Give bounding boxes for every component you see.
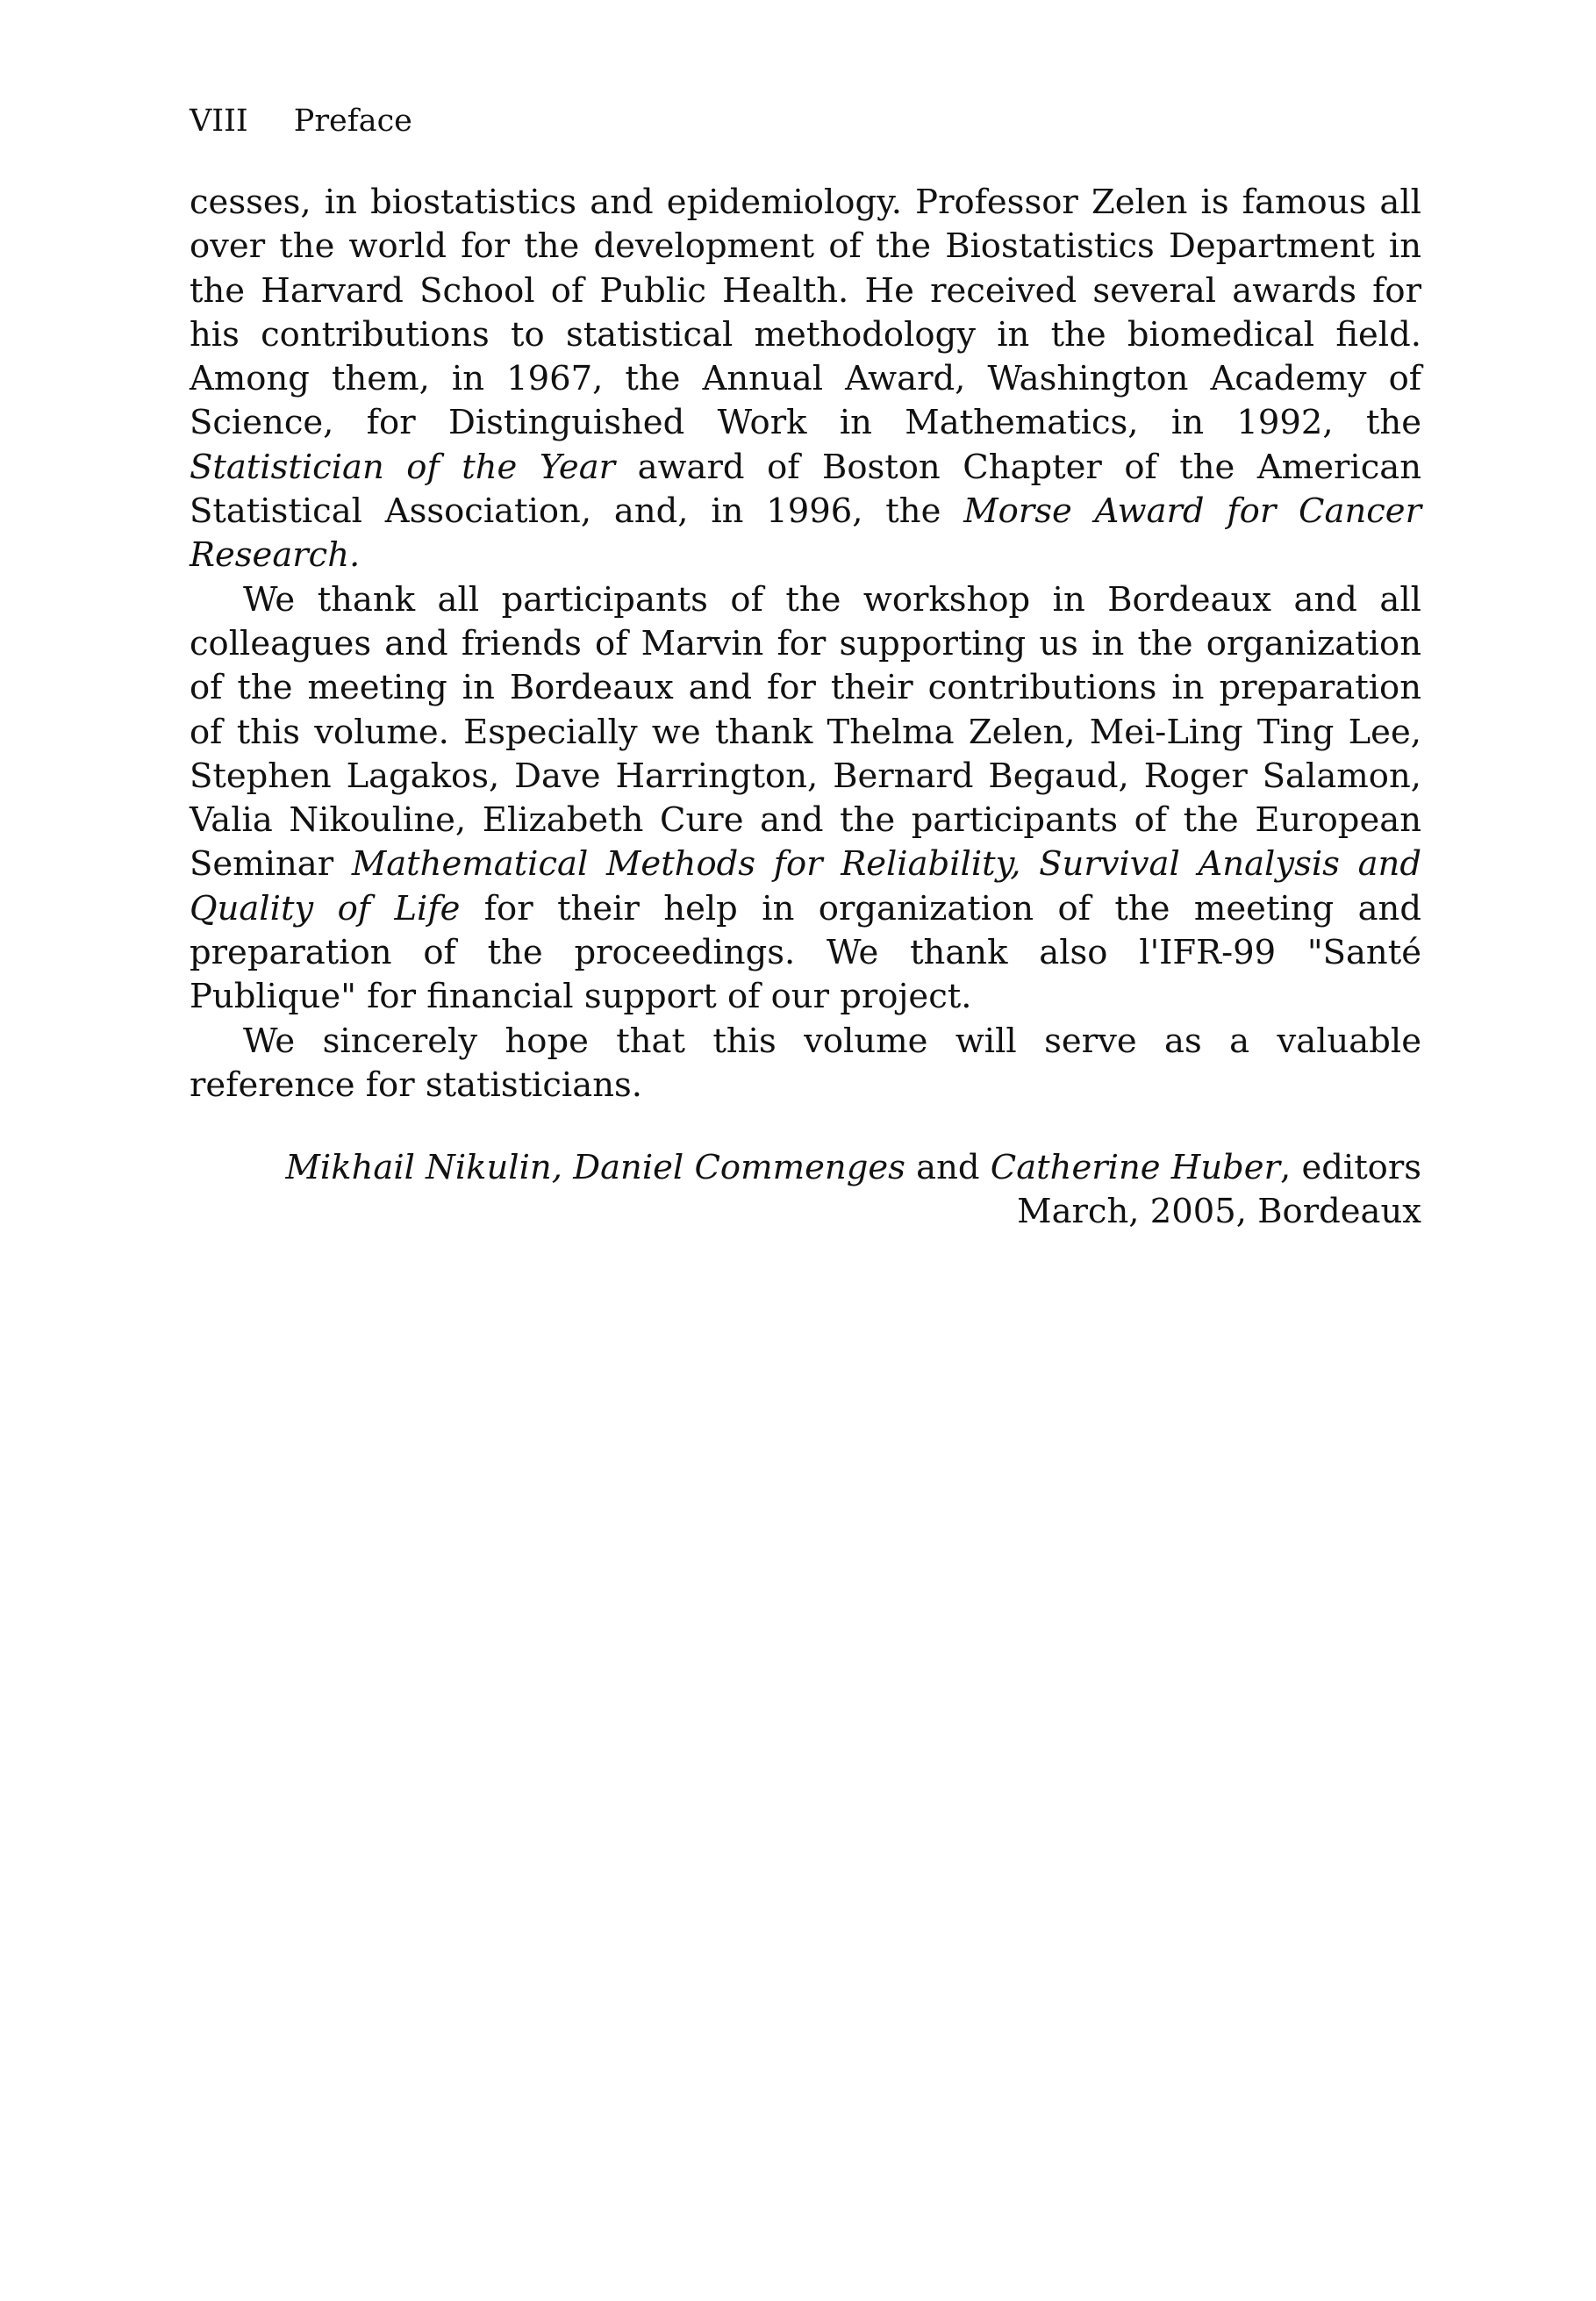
paragraph-acknowledgements — [190, 578, 1421, 1020]
page-number: VIII — [190, 104, 248, 139]
paragraph-text: for their help in organization of the meeting and preparation of the proceedings. We thank also l'IFR-99 "Santé Publique" for financial support of our project. — [190, 888, 1421, 1017]
editors-line — [190, 1146, 1421, 1190]
italic-phrase: Morse Award for Cancer Research. — [190, 491, 1421, 576]
paragraph-text: cesses, in biostatistics and epidemiology. Professor Zelen is famous all over the world for the development of the Biostatistics Department in the Harvard School of Public Health. He received several awards for his contributions to statistical methodology in the biomedical field. Among them, in 1967, the Annual Award, Washington Academy of Science, for Distinguished Work in Mathematics, in 1992, the — [190, 183, 1421, 443]
editor-name: Catherine Huber — [990, 1148, 1280, 1187]
section-title: Preface — [293, 104, 412, 139]
editors-signature — [190, 1146, 1421, 1235]
paragraph-text: award of Boston Chapter of the American Statistical Association, and, in 1996, the — [190, 447, 1422, 532]
conjunction: and — [905, 1148, 991, 1187]
editor-names: Mikhail Nikulin, Daniel Commenges — [285, 1148, 905, 1187]
editors-role: , editors — [1279, 1148, 1421, 1187]
running-head — [190, 98, 412, 144]
paragraph-zelen-awards — [190, 181, 1421, 578]
body-text — [190, 181, 1421, 1107]
italic-phrase: Statistician of the Year — [190, 447, 616, 487]
italic-phrase: Mathematical Methods for Reliability, Survival Analysis and Quality of Life — [190, 844, 1422, 928]
paragraph-closing — [190, 1020, 1421, 1108]
date-place-line: March, 2005, Bordeaux — [1017, 1192, 1421, 1232]
paragraph-text: We sincerely hope that this volume will serve as a valuable reference for statisticians. — [190, 1021, 1421, 1105]
paragraph-text: We thank all participants of the workshop in Bordeaux and all colleagues and friends of Marvin for supporting us in the organization of the meeting in Bordeaux and for their contributions in preparation of this volume. Especially we thank Thelma Zelen, Mei-Ling Ting Lee, Stephen Lagakos, Dave Harrington, Bernard Begaud, Roger Salamon, Valia Nikouline, Elizabeth Cure and the participants of the European Seminar — [190, 579, 1421, 885]
